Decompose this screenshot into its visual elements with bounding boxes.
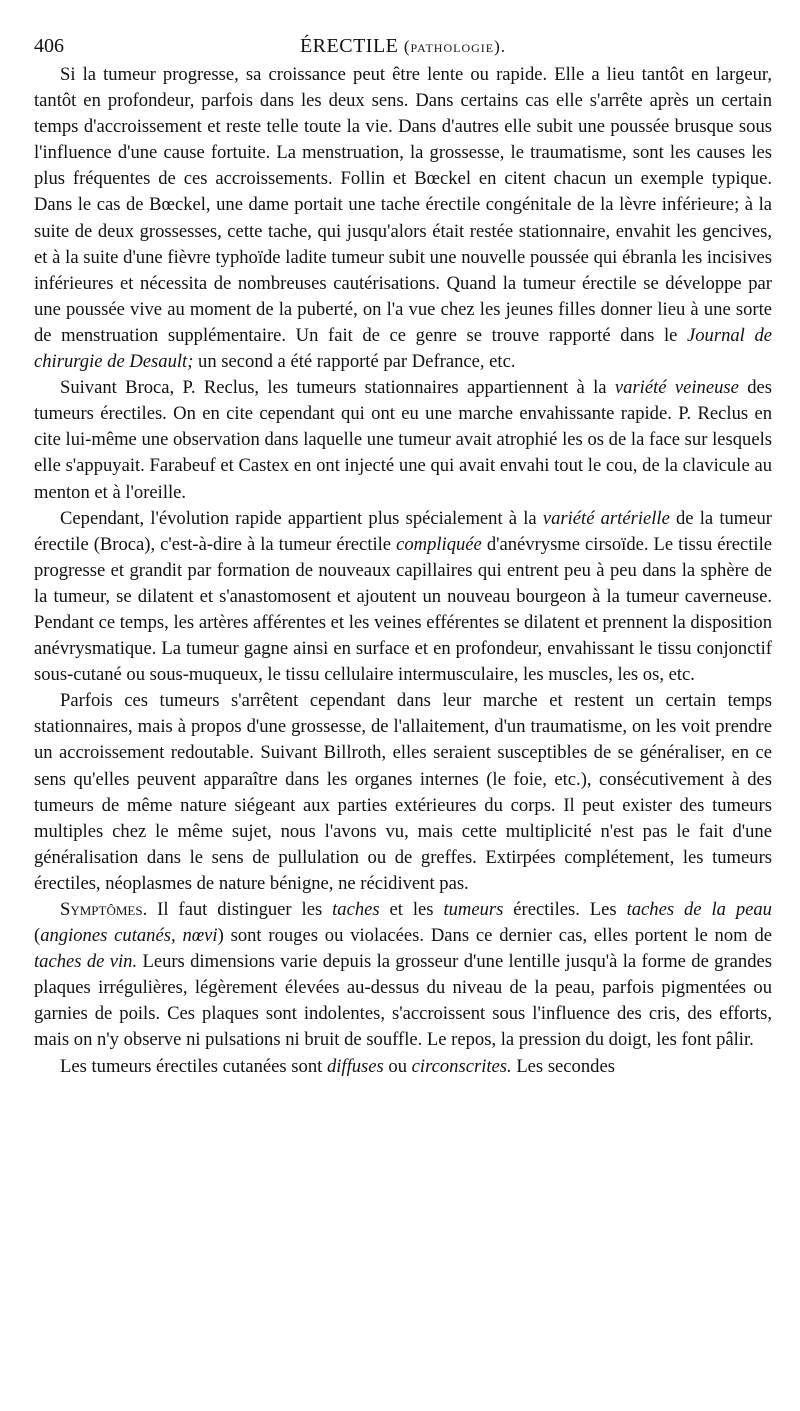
text-run: Si la tumeur progresse, sa croissance peut être lente ou rapide. Elle a lieu tantôt en largeur, tantôt en profondeur, parfois dans les deux sens. Dans certains cas elle s'arrête après un certain temps d'accroissement et reste telle toute la vie. Dans d'autres elle subit une poussée brusque sous l'influence d'une cause fortuite. La menstruation, la grossesse, le traumatisme, sont les causes les plus fréquentes de ces accroissements. Follin et Bœckel en citent chacun un exemple typique. Dans le cas de Bœckel, une dame portait une tache érectile congénitale de la lèvre inférieure; à la suite de deux grossesses, cette tache, qui jusqu'alors était restée stationnaire, envahit les gencives, et à la suite d'une fièvre typhoïde ladite tumeur subit une nouvelle poussée qui ébranla les incisives inférieures et nécessita de nombreuses cautérisations. Quand la tumeur érectile se développe par une poussée vive au moment de la puberté, on l'a vue chez les jeunes filles donner lieu à une sorte de menstruation supplémentaire. Un fait de ce genre se trouve rapporté dans le	[34, 64, 772, 346]
text-run: d'anévrysme cirsoïde. Le tissu érectile progresse et grandit par formation de nouveaux capillaires qui entrent peu à peu dans la sphère de la tumeur, se dilatent et s'anastomosent et ajoutent un nouveau bourgeon à la tumeur caverneuse. Pendant ce temps, les artères afférentes et les veines efférentes se dilatent et prennent la disposition anévrysmatique. La tumeur gagne ainsi en surface et en profondeur, envahissant le tissu conjonctif sous-cutané ou sous-muqueux, le tissu cellulaire intermusculaire, les muscles, les os, etc.	[34, 533, 772, 686]
italic-text: Journal de chirurgie de Desault;	[34, 324, 772, 373]
header-subtitle: (pathologie).	[403, 37, 507, 56]
paragraph	[34, 897, 772, 1054]
text-run: érectiles. Les	[503, 899, 627, 920]
italic-text: tumeurs	[443, 899, 504, 920]
text-run: ) sont rouges ou violacées. Dans ce dernier cas, elles portent le nom de	[217, 925, 772, 947]
text-run: Cependant, l'évolution rapide appartient plus spécialement à la	[60, 507, 543, 529]
text-run: Les tumeurs érectiles cutanées sont	[60, 1055, 327, 1077]
italic-text: variété artérielle	[542, 507, 670, 529]
italic-text: taches de vin.	[34, 951, 138, 973]
paragraph	[34, 62, 772, 375]
text-run: des tumeurs érectiles. On en cite cependant qui ont eu une marche envahissante rapide. P. Reclus en cite lui-même une observation dans laquelle une tumeur avait atrophié les os de la face sur lesquels elle s'appuyait. Farabeuf et Castex en ont injecté une qui avait envahi tout le cou, de la clavicule au menton et à l'oreille.	[34, 377, 773, 503]
text-run: de la tumeur érectile (Broca), c'est-à-dire à la tumeur érectile	[34, 507, 772, 555]
text-run: (	[34, 925, 41, 947]
page-number: 406	[34, 35, 64, 57]
italic-text: compliquée	[396, 533, 482, 555]
italic-text: taches	[332, 899, 380, 920]
text-run: Leurs dimensions varie depuis la grosseur d'une lentille jusqu'à la forme de grandes plaques irrégulières, légèrement élevées au-dessus du niveau de la peau, parfois pigmentées ou garnies de poils. Ces plaques sont indolentes, s'accroissent sous l'influence des cris, des efforts, mais on n'y observe ni pulsations ni bruit de souffle. Le repos, la pression du doigt, les font pâlir.	[34, 951, 772, 1051]
italic-text: circonscrites.	[411, 1055, 512, 1077]
italic-text: diffuses	[326, 1055, 384, 1077]
italic-text: variété veineuse	[614, 377, 739, 399]
header-title: ÉRECTILE	[299, 35, 399, 57]
italic-text: taches de la peau	[626, 899, 772, 920]
text-run: et les	[379, 899, 444, 920]
italic-text: angiones cutanés, nœvi	[40, 925, 218, 947]
paragraph	[34, 1054, 772, 1080]
section-heading: Symptômes.	[60, 899, 148, 920]
running-header	[34, 30, 772, 62]
text-run: Suivant Broca, P. Reclus, les tumeurs stationnaires appartiennent à la	[60, 377, 615, 399]
paragraph	[34, 506, 772, 689]
text-run: Il faut distinguer les	[147, 899, 333, 920]
text-run: ou	[383, 1055, 412, 1077]
text-run: un second a été rapporté par Defrance, etc.	[193, 351, 516, 373]
running-title	[34, 30, 772, 63]
text-run: Les secondes	[511, 1055, 615, 1077]
paragraph	[34, 688, 772, 897]
paragraph	[34, 375, 772, 505]
article-body	[34, 62, 772, 1080]
text-run: Parfois ces tumeurs s'arrêtent cependant dans leur marche et restent un certain temps stationnaires, mais à propos d'une grossesse, de l'allaitement, d'un traumatisme, on les voit prendre un accroissement redoutable. Suivant Billroth, elles seraient susceptibles de se généraliser, en ce sens qu'elles peuvent apparaître dans les organes internes (le foie, etc.), consécutivement à des tumeurs de même nature siégeant aux parties extérieures du corps. Il peut exister des tumeurs multiples chez le même sujet, nous l'avons vu, mais cette multiplicité n'est pas le fait d'une généralisation dans le sens de pullulation ou de greffes. Extirpées complétement, les tumeurs érectiles, néoplasmes de nature bénigne, ne récidivent pas.	[34, 690, 772, 894]
